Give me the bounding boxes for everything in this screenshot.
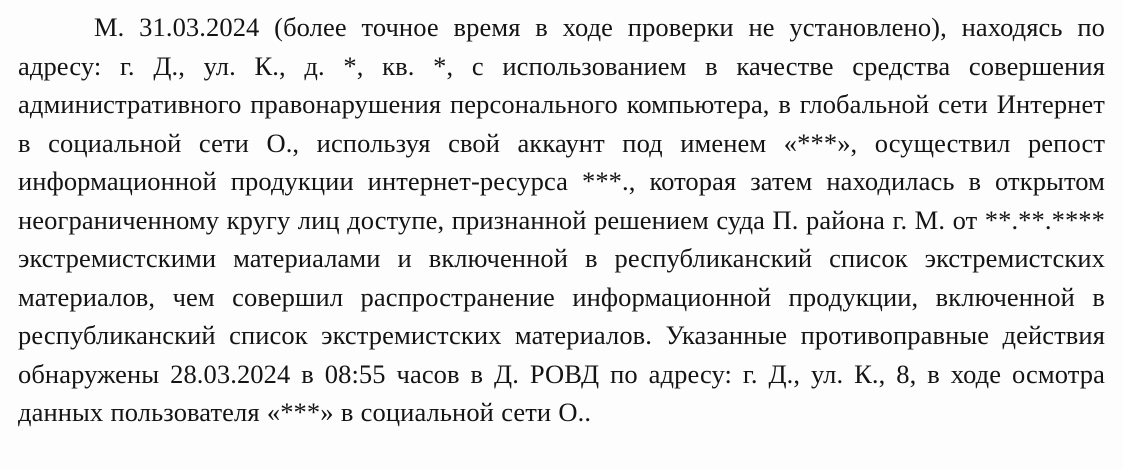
document-body	[18, 8, 1105, 432]
document-paragraph: М. 31.03.2024 (более точное время в ходе проверки не установлено), находясь по адресу: г. Д., ул. К., д. *, кв. *, с использованием в качестве средства совершения административного правонарушения персонального компьютера, в глобальной сети Интернет в социальной сети О., используя свой аккаунт под именем «***», осуществил репост информационной продукции интернет-ресурса ***., которая затем находилась в открытом неограниченному кругу лиц доступе, признанной решением суда П. района г. М. от **.**.**** экстремистскими материалами и включенной в республиканский список экстремистских материалов, чем совершил распространение информационной продукции, включенной в республиканский список экстремистских материалов. Указанные противоправные действия обнаружены 28.03.2024 в 08:55 часов в Д. РОВД по адресу: г. Д., ул. К., 8, в ходе осмотра данных пользователя «***» в социальной сети О..	[18, 12, 1105, 427]
